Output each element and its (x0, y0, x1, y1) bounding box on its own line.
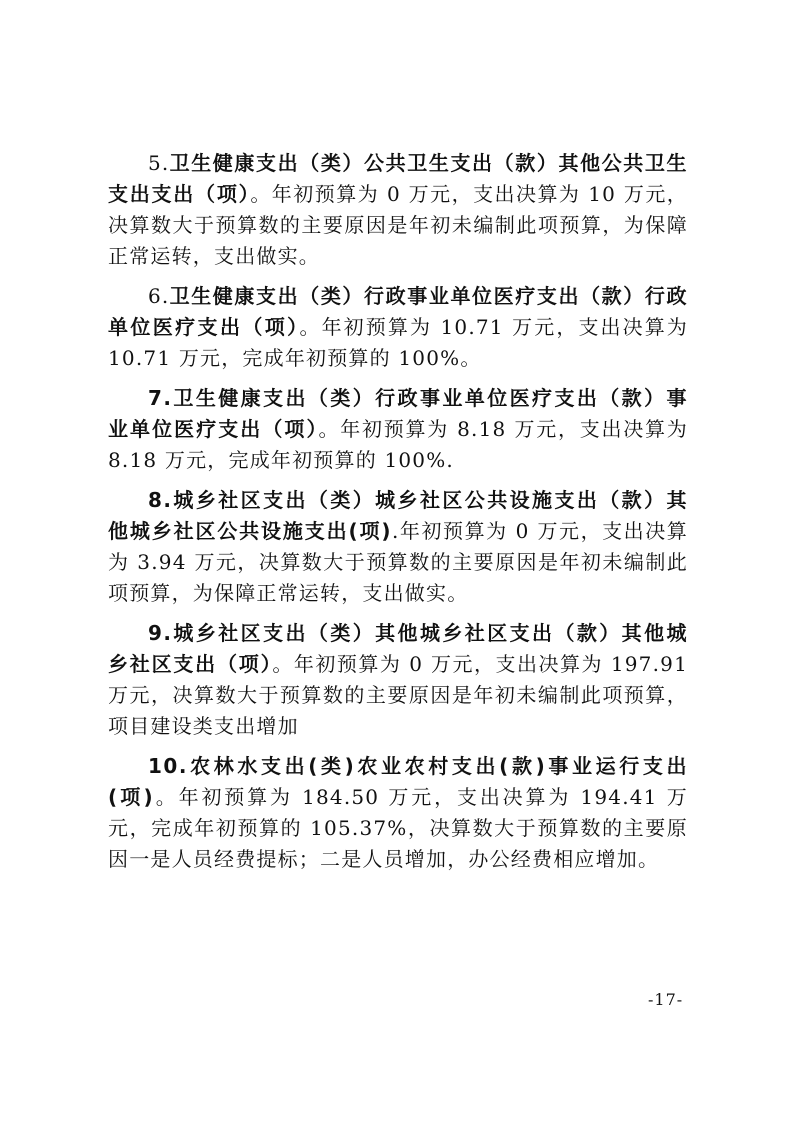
item-heading: 城乡社区支出（类）其他城乡社区支出（款）其他城乡社区支出（项） (108, 621, 688, 676)
item-heading: 卫生健康支出（类）公共卫生支出（款）其他公共卫生支出支出（项） (108, 151, 688, 206)
item-body: 。年初预算为 0 万元，支出决算为 10 万元，决算数大于预算数的主要原因是年初未编制此项预算，为保障正常运转，支出做实。 (108, 182, 689, 268)
item-body: 。年初预算为 0 万元，支出决算为 197.91 万元，决算数大于预算数的主要原因是年初未编制此项预算，项目建设类支出增加 (108, 652, 688, 738)
item-heading: 卫生健康支出（类）行政事业单位医疗支出（款）行政单位医疗支出（项） (108, 284, 688, 339)
item-heading: 农林水支出(类)农业农村支出(款)事业运行支出(项) (108, 754, 688, 809)
paragraph-item (108, 148, 688, 272)
item-heading: 城乡社区支出（类）城乡社区公共设施支出（款）其他城乡社区公共设施支出(项) (108, 488, 688, 543)
item-number: 8. (148, 488, 173, 512)
item-number: 9. (148, 621, 173, 645)
page-number: -17- (648, 990, 684, 1009)
document-body (108, 148, 688, 884)
item-body: .年初预算为 0 万元，支出决算为 3.94 万元，决算数大于预算数的主要原因是年初未编制此项预算，为保障正常运转，支出做实。 (108, 519, 689, 605)
item-number: 5. (148, 151, 170, 175)
paragraph-item (108, 281, 688, 374)
item-body: 。年初预算为 8.18 万元，支出决算为 8.18 万元，完成年初预算的 100%. (108, 417, 688, 472)
paragraph-item (108, 383, 688, 476)
item-number: 7. (148, 386, 173, 410)
item-body: 。年初预算为 184.50 万元，支出决算为 194.41 万元，完成年初预算的 105.37%，决算数大于预算数的主要原因一是人员经费提标；二是人员增加，办公经费相应增加。 (108, 785, 689, 871)
item-number: 10. (148, 754, 188, 778)
item-heading: 卫生健康支出（类）行政事业单位医疗支出（款）事业单位医疗支出（项） (108, 386, 688, 441)
item-number: 6. (148, 284, 170, 308)
paragraph-item (108, 618, 688, 742)
paragraph-item (108, 751, 688, 875)
item-body: 。年初预算为 10.71 万元，支出决算为 10.71 万元，完成年初预算的 100%。 (108, 315, 689, 370)
paragraph-item (108, 485, 688, 609)
